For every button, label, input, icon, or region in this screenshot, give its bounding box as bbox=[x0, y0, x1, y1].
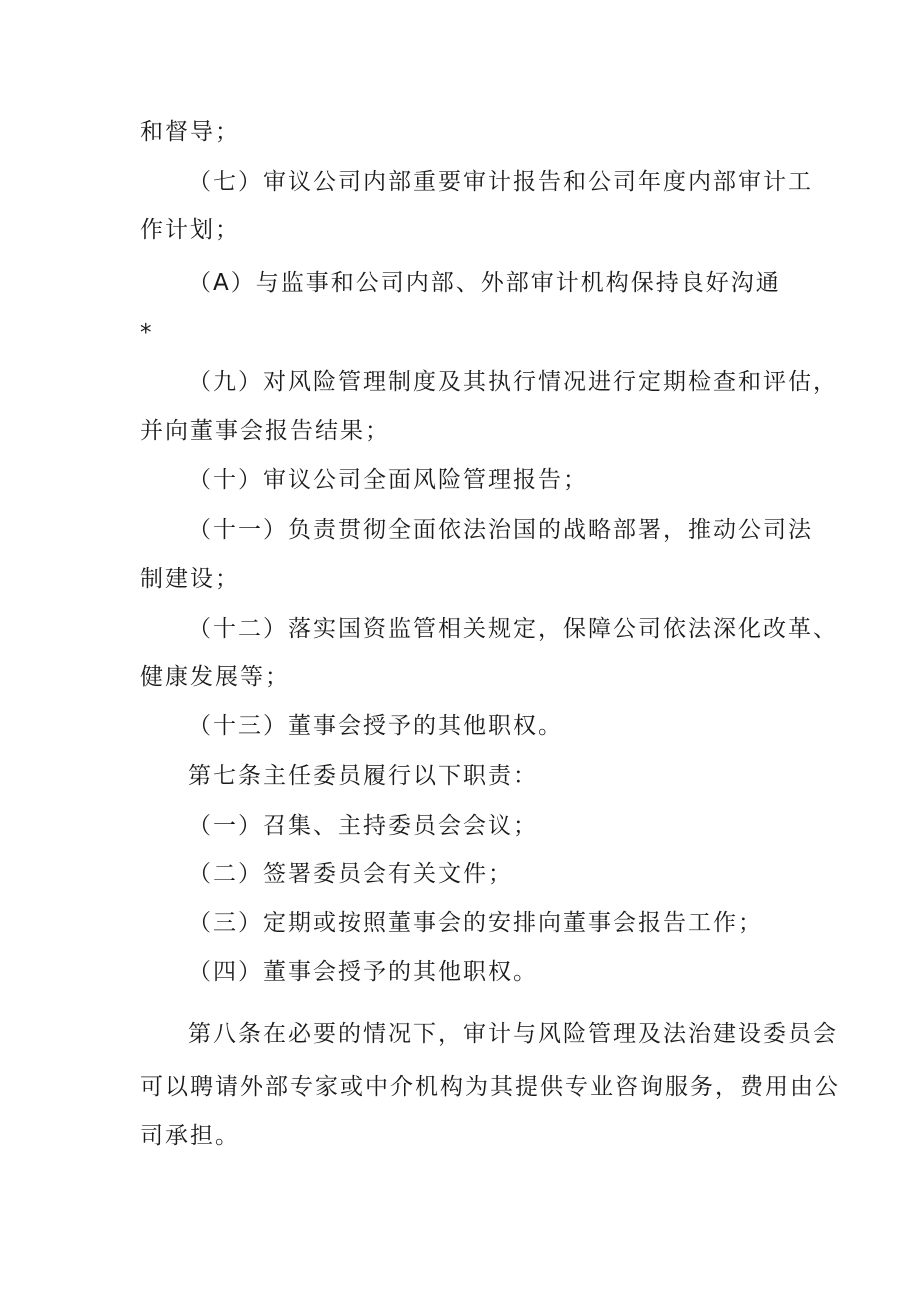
text-line: （一）召集、主持委员会会议； bbox=[188, 813, 538, 839]
text-line: （十一）负责贯彻全面依法治国的战略部署，推动公司法 bbox=[188, 517, 813, 543]
text-line: （四）董事会授予的其他职权。 bbox=[188, 959, 538, 985]
text-line: 并向董事会报告结果； bbox=[140, 418, 390, 444]
text-line: 制建设； bbox=[140, 566, 240, 592]
text-line: （十三）董事会授予的其他职权。 bbox=[188, 713, 563, 739]
text-line: 司承担。 bbox=[140, 1123, 240, 1149]
text-line: 作计划； bbox=[140, 217, 240, 243]
text-line: （十二）落实国资监管相关规定，保障公司依法深化改革、 bbox=[188, 616, 838, 642]
text-line: （A）与监事和公司内部、外部审计机构保持良好沟通 bbox=[188, 270, 781, 296]
text-line: （七）审议公司内部重要审计报告和公司年度内部审计工 bbox=[188, 169, 813, 195]
text-line: 健康发展等； bbox=[140, 664, 290, 690]
text-line: （二）签署委员会有关文件； bbox=[188, 861, 513, 887]
text-line: 和督导； bbox=[140, 119, 240, 145]
text-line: 可以聘请外部专家或中介机构为其提供专业咨询服务，费用由公 bbox=[140, 1074, 840, 1100]
text-line: （九）对风险管理制度及其执行情况进行定期检查和评估， bbox=[188, 369, 838, 395]
text-line: 第七条主任委员履行以下职责： bbox=[188, 763, 538, 789]
text-line: 第八条在必要的情况下，审计与风险管理及法治建设委员会 bbox=[188, 1021, 838, 1047]
text-line: （十）审议公司全面风险管理报告； bbox=[188, 467, 588, 493]
text-line: （三）定期或按照董事会的安排向董事会报告工作； bbox=[188, 910, 763, 936]
text-line: * bbox=[140, 320, 154, 346]
